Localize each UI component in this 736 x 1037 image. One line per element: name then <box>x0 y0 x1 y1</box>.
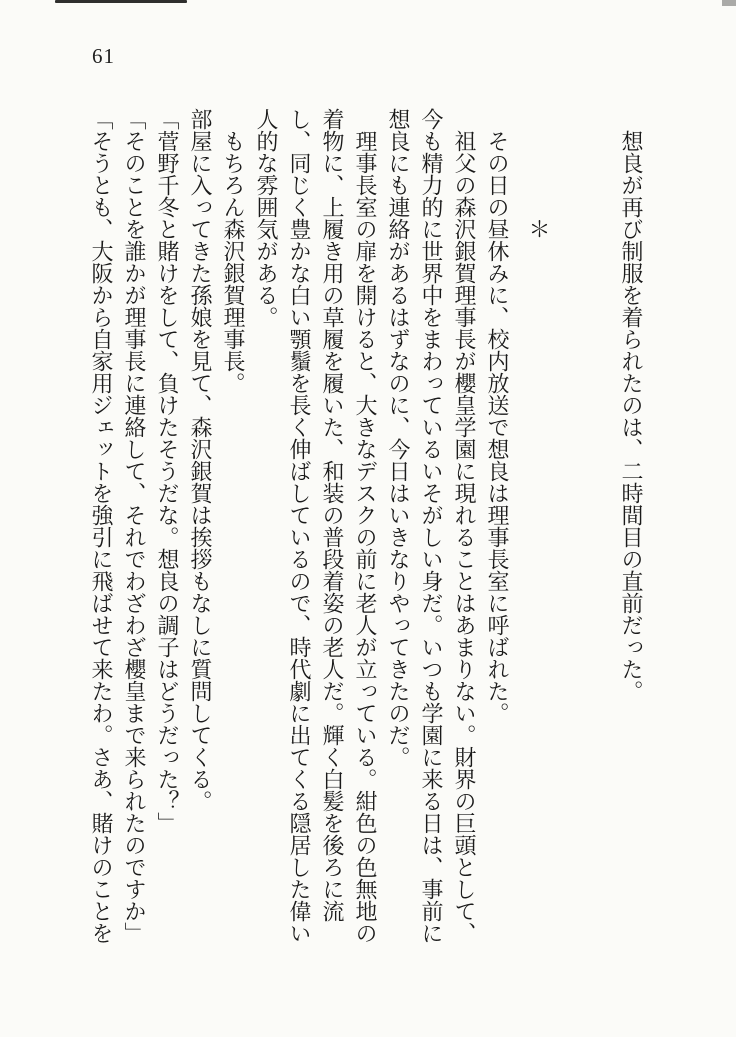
dialogue-sora-reply: 「そのことを誰かが理事長に連絡して、それでわざわざ櫻皇まで来られたのですか」 <box>122 108 147 944</box>
paragraph-entering-room: 部屋に入ってきた孫娘を見て、森沢銀賀は挨拶もなしに質問してくる。 <box>188 108 213 812</box>
scan-artifact-top-right <box>722 0 736 6</box>
page-number: 61 <box>92 44 115 68</box>
scan-artifact-top-left <box>55 0 187 3</box>
dialogue-chairman-question: 「菅野千冬と賭けをして、負けたそうだな。想良の調子はどうだった？」 <box>155 108 180 834</box>
dialogue-chairman-jet: 「そうとも、大阪から自家用ジェットを強引に飛ばせて来たわ。さあ、賭けのことを <box>89 108 114 944</box>
paragraph-old-man-description: 理事長室の扉を開けると、大きなデスクの前に老人が立っている。紺色の色無地の着物に、上履き用の草履を履いた、和装の普段着姿の老人だ。輝く白髪を後ろに流し、同じく豊かな白い顎鬚を長く伸ばしているので、時代劇に出てくる隠居した偉い人的な雰囲気がある。 <box>254 108 378 944</box>
paragraph-opening-line: 想良が再び制服を着られたのは、二時間目の直前だった。 <box>619 130 644 702</box>
paragraph-chairman-name: もちろん森沢銀賀理事長。 <box>221 130 246 394</box>
text-body <box>88 108 648 944</box>
paragraph-grandfather-visit: 祖父の森沢銀賀理事長が櫻皇学園に現れることはあまりない。財界の巨頭として、今も精力的に世界中をまわっているいそがしい身だ。いつも学園に来る日は、事前に想良にも連絡があるはずなのに、今日はいきなりやってきたのだ。 <box>386 108 477 944</box>
section-separator-asterisk: ＊ <box>526 218 551 240</box>
paragraph-lunch-break: その日の昼休みに、校内放送で想良は理事長室に呼ばれた。 <box>485 130 510 724</box>
